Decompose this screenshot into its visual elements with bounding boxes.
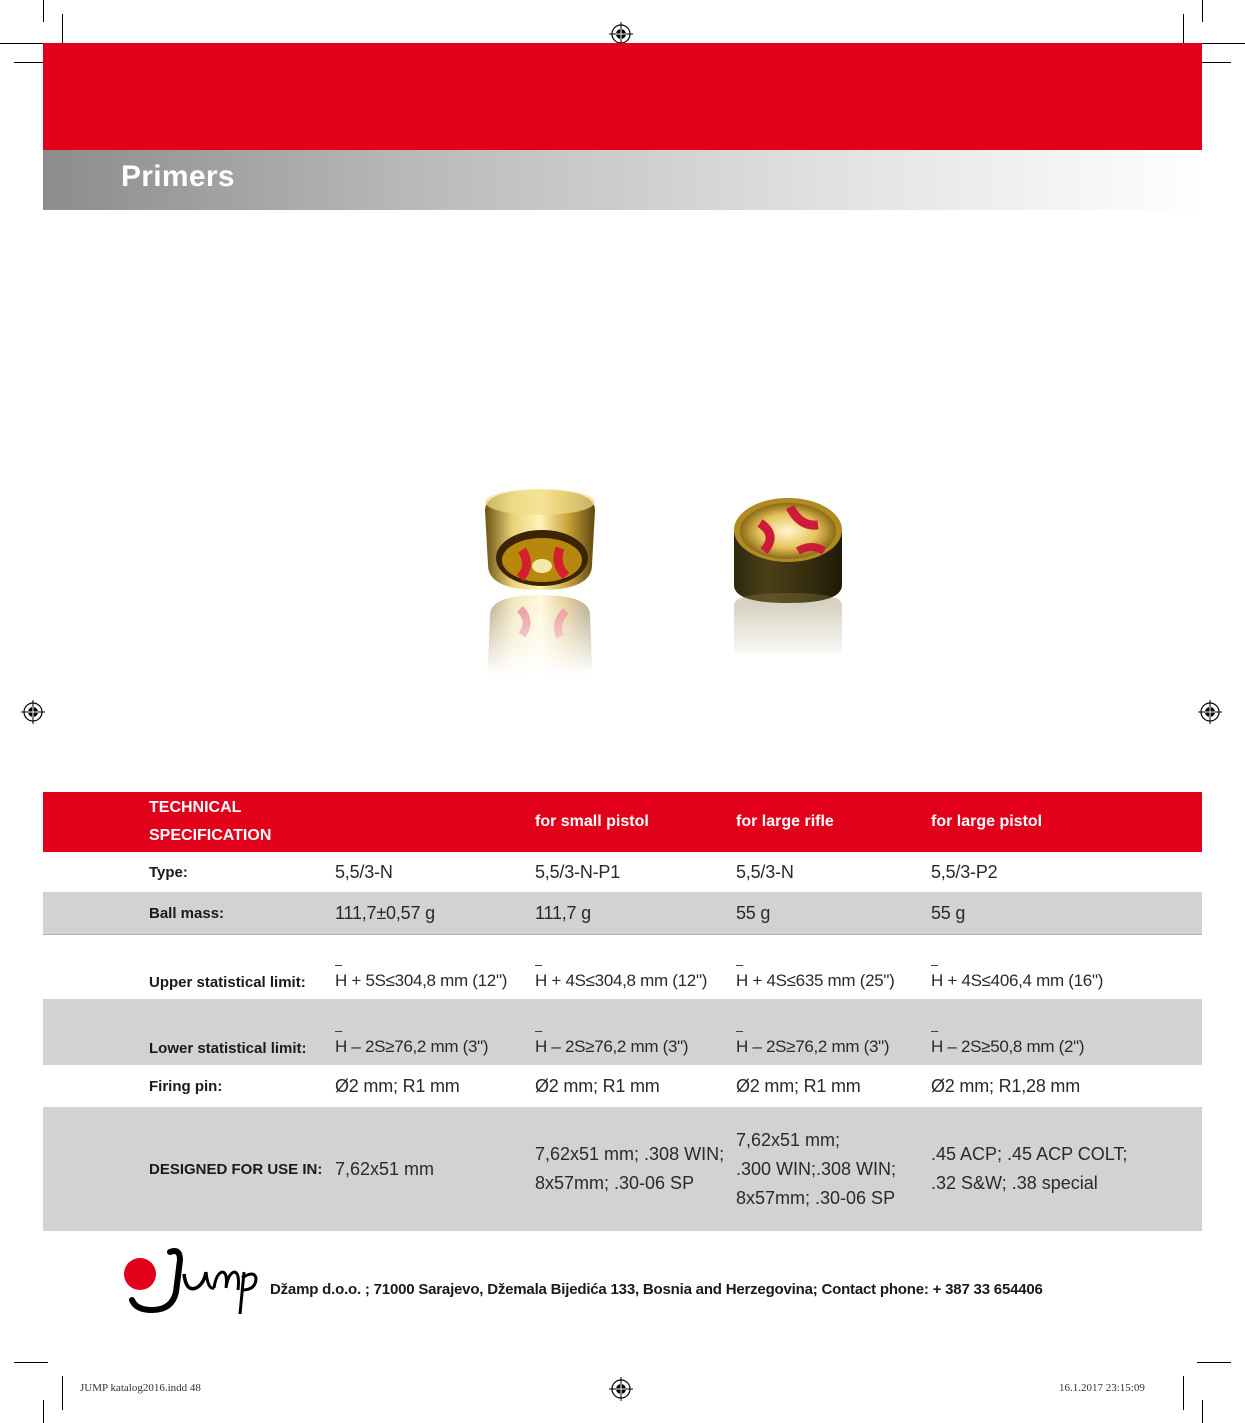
cell-line: .32 S&W; .38 special [931,1173,1098,1193]
cell-value [335,935,530,999]
table-row [43,852,1202,892]
mean-bar: – [931,1023,939,1038]
cell-value: 5,5/3-P2 [931,861,998,882]
cell-value: 5,5/3-N [736,861,794,882]
spec-table [43,792,1202,1231]
row-label: Ball mass: [149,904,225,922]
cell-value [335,1107,530,1231]
cell-value: Ø2 mm; R1 mm [335,1075,460,1096]
crop-mark [0,43,48,44]
crop-mark [43,0,44,22]
row-label: Lower statistical limit: [149,1040,307,1057]
formula-text: H – 2S≥50,8 mm (2") [931,1037,1085,1056]
mean-bar: – [335,1023,343,1038]
table-row [43,934,1202,999]
crop-mark [1183,1376,1184,1410]
registration-mark-icon [21,700,45,724]
header-red-band [43,43,1202,150]
cell-value: 111,7 g [535,902,591,923]
formula-text: H + 5S≤304,8 mm (12") [335,971,508,990]
cell-value: 5,5/3-N-P1 [535,861,621,882]
cell-line: .300 WIN;.308 WIN; [736,1158,897,1179]
cell-value: 55 g [931,902,966,923]
row-label: Firing pin: [149,1077,223,1095]
crop-mark [1202,0,1203,22]
cell-value [931,999,1191,1065]
mean-bar: – [931,957,939,972]
crop-mark [1197,1362,1231,1363]
cell-value: Ø2 mm; R1 mm [736,1075,861,1096]
table-row [43,1065,1202,1107]
cell-value: 5,5/3-N [335,861,393,882]
table-header-title [149,792,329,852]
jump-logo [118,1244,260,1318]
formula-text: H + 4S≤406,4 mm (16") [931,971,1104,990]
crop-mark [14,1362,48,1363]
cell-value [736,935,926,999]
cell-value [931,935,1191,999]
formula-text: H – 2S≥76,2 mm (3") [535,1037,689,1056]
mean-bar: – [535,1023,543,1038]
crop-mark [1202,1400,1203,1423]
cell-value: 55 g [736,902,771,923]
cell-line: 7,62x51 mm [335,1158,435,1179]
cell-value [736,999,926,1065]
column-header: for large pistol [931,813,1043,830]
mean-bar: – [736,1023,744,1038]
mean-bar: – [535,957,543,972]
header-title-line: SPECIFICATION [149,827,272,844]
crop-mark [1197,43,1245,44]
crop-mark [43,1400,44,1423]
column-header: for small pistol [535,813,649,830]
cell-value [535,999,730,1065]
cell-line: .45 ACP; .45 ACP COLT; [931,1144,1128,1164]
row-label: DESIGNED FOR USE IN: [149,1160,323,1178]
formula-text: H + 4S≤635 mm (25") [736,971,895,990]
cell-value [931,1107,1191,1231]
row-label: Upper statistical limit: [149,974,306,991]
cell-value: Ø2 mm; R1 mm [535,1075,660,1096]
crop-mark [1197,62,1231,63]
cell-value [535,935,730,999]
primer-photo-side [470,480,610,675]
cell-value [736,1107,926,1231]
row-label: Type: [149,863,188,881]
cell-line: 7,62x51 mm; .308 WIN; [535,1144,725,1164]
mean-bar: – [335,957,343,972]
header-title-line: TECHNICAL [149,799,242,816]
cell-value [335,999,530,1065]
table-header-row [43,792,1202,852]
cell-value [535,1107,730,1231]
page-title: Primers [121,160,235,193]
slug-timestamp: 16.1.2017 23:15:09 [1059,1382,1145,1394]
formula-text: H – 2S≥76,2 mm (3") [736,1037,890,1056]
table-row [43,999,1202,1065]
company-contact-line: Džamp d.o.o. ; 71000 Sarajevo, Džemala Bijedića 133, Bosnia and Herzegovina; Contact phone: + 387 33 654406 [270,1281,1043,1298]
primer-photo-top [720,485,860,660]
registration-mark-icon [609,1377,633,1401]
formula-text: H + 4S≤304,8 mm (12") [535,971,708,990]
cell-line: 8x57mm; .30-06 SP [535,1173,695,1193]
mean-bar: – [736,957,744,972]
crop-mark [62,1376,63,1410]
formula-text: H – 2S≥76,2 mm (3") [335,1037,489,1056]
cell-value: 111,7±0,57 g [335,902,435,923]
slug-filename: JUMP katalog2016.indd 48 [80,1382,201,1394]
table-row [43,892,1202,934]
column-header: for large rifle [736,813,834,830]
table-row [43,1107,1202,1231]
cell-value: Ø2 mm; R1,28 mm [931,1075,1081,1096]
cell-line: 7,62x51 mm; [736,1129,841,1150]
cell-line: 8x57mm; .30-06 SP [736,1187,896,1208]
registration-mark-icon [1198,700,1222,724]
